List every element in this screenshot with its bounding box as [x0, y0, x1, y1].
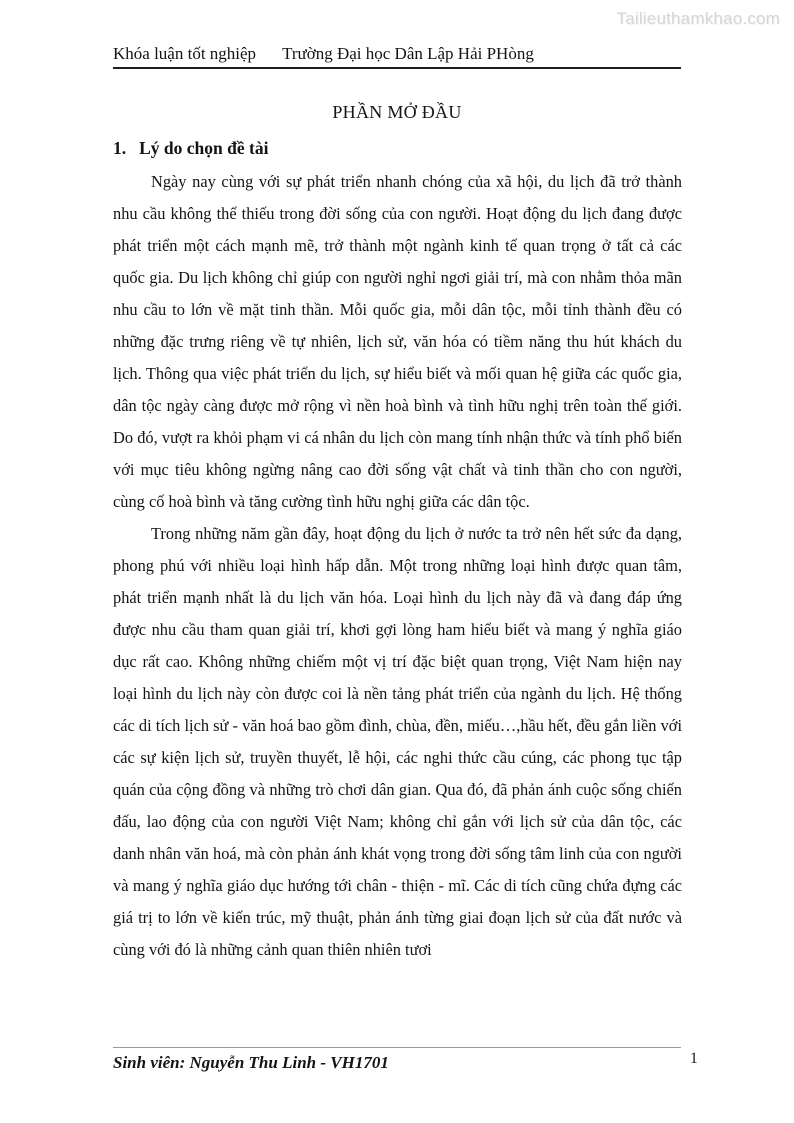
- paragraph-2: Trong những năm gần đây, hoạt động du lịch ở nước ta trở nên hết sức đa dạng, phong phú với nhiều loại hình hấp dẫn. Một trong những loại hình được quan tâm, phát triển mạnh nhất là du lịch văn hóa. Loại hình du lịch này đã và đang đáp ứng được nhu cầu tham quan giải trí, khơi gợi lòng ham hiểu biết và mang ý nghĩa giáo dục rất cao. Không những chiếm một vị trí đặc biệt quan trọng, Việt Nam hiện nay loại hình du lịch này còn được coi là nền tảng phát triển của ngành du lịch. Hệ thống các di tích lịch sử - văn hoá bao gồm đình, chùa, đền, miếu…,hầu hết, đều gắn liền với các sự kiện lịch sử, truyền thuyết, lễ hội, các nghi thức cầu cúng, các phong tục tập quán của cộng đồng và những trò chơi dân gian. Qua đó, đã phản ánh cuộc sống chiến đấu, lao động của con người Việt Nam; không chỉ gắn với lịch sử của dân tộc, các danh nhân văn hoá, mà còn phản ánh khát vọng trong đời sống tâm linh của con người và mang ý nghĩa giáo dục hướng tới chân - thiện - mĩ. Các di tích cũng chứa đựng các giá trị to lớn về kiến trúc, mỹ thuật, phản ánh từng giai đoạn lịch sử của đất nước và cùng với đó là những cảnh quan thiên nhiên tươi: [113, 524, 682, 959]
- section-label: Lý do chọn đề tài: [139, 138, 269, 158]
- document-title: PHẦN MỞ ĐẦU: [332, 102, 462, 122]
- header-right-text: Trường Đại học Dân Lập Hải PHòng: [282, 44, 534, 63]
- site-watermark: Tailieuthamkhao.com: [616, 9, 780, 28]
- header-left-text: Khóa luận tốt nghiệp: [113, 44, 257, 63]
- page-number: 1: [690, 1050, 698, 1067]
- paragraph-1: Ngày nay cùng với sự phát triển nhanh chóng của xã hội, du lịch đã trở thành nhu cầu không thể thiếu trong đời sống của con người. Hoạt động du lịch đang được phát triển một cách mạnh mẽ, trở thành một ngành kinh tế quan trọng ở tất cả các quốc gia. Du lịch không chỉ giúp con người nghỉ ngơi giải trí, mà con nhằm thỏa mãn nhu cầu to lớn về mặt tinh thần. Mỗi quốc gia, mỗi dân tộc, mỗi tỉnh thành đều có những đặc trưng riêng về tự nhiên, lịch sử, văn hóa có tiềm năng thu hút khách du lịch. Thông qua việc phát triển du lịch, sự hiểu biết và mối quan hệ giữa các quốc gia, dân tộc ngày càng được mở rộng vì nền hoà bình và tình hữu nghị trên toàn thế giới. Do đó, vượt ra khỏi phạm vi cá nhân du lịch còn mang tính nhận thức và tính phổ biến với mục tiêu không ngừng nâng cao đời sống vật chất và tinh thần cho con người, cùng cố hoà bình và tăng cường tình hữu nghị giữa các dân tộc.: [113, 172, 682, 511]
- footer-student-line: Sinh viên: Nguyễn Thu Linh - VH1701: [113, 1053, 389, 1072]
- page-footer: [113, 1047, 681, 1073]
- section-heading: [113, 138, 268, 159]
- page-header: [113, 44, 681, 69]
- body-text: [113, 166, 682, 1040]
- section-number: 1.: [113, 138, 127, 158]
